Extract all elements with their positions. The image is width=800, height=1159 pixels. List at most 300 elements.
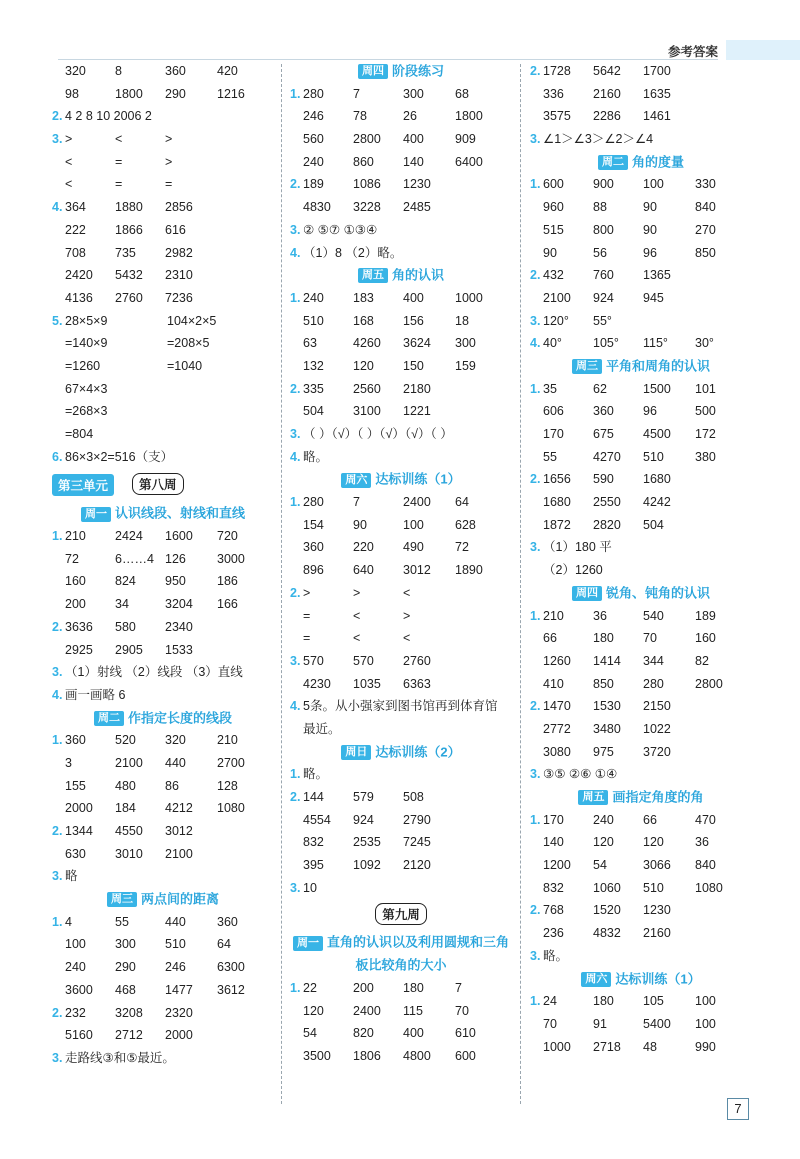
answer-value: 600 [543, 177, 564, 192]
answer-value: 3012 [403, 563, 431, 578]
answer-value: 120 [593, 835, 614, 850]
answer-row [530, 105, 752, 128]
answer-text: =268×3 [65, 404, 108, 419]
answer-value: 184 [115, 801, 136, 816]
answer-value: 1520 [593, 903, 621, 918]
answer-value: 440 [165, 914, 186, 929]
answer-row [530, 332, 752, 355]
answer-value: 210 [543, 608, 564, 623]
answer-value: 2712 [115, 1028, 143, 1043]
answer-row [290, 151, 512, 174]
answer-value: 300 [455, 336, 476, 351]
section-title: 锐角、钝角的认识 [605, 585, 710, 601]
answer-row [290, 355, 512, 378]
answer-value: 6363 [403, 676, 431, 691]
answer-row [530, 423, 752, 446]
answer-value: 220 [353, 540, 374, 555]
answer-row [530, 899, 752, 922]
answer-text: =804 [65, 427, 94, 441]
unit-badge: 第三单元 [52, 474, 114, 496]
answer-value: 1000 [543, 1039, 571, 1054]
answer-value: 708 [65, 245, 86, 260]
answer-value: < [403, 631, 411, 646]
answer-row [530, 809, 752, 832]
answer-value: 180 [593, 631, 614, 646]
answer-value: 3 [65, 755, 72, 770]
question-number: 4. [290, 699, 301, 714]
answer-value: 824 [115, 574, 136, 589]
answer-row [530, 400, 752, 423]
answer-row [530, 1013, 752, 1036]
answer-value: 3066 [643, 858, 671, 873]
answer-value: 40° [543, 336, 562, 351]
answer-text: 略。 [303, 449, 329, 464]
section-header [290, 931, 512, 954]
answer-value: 850 [593, 676, 614, 691]
answer-value: 3080 [543, 744, 571, 759]
answer-value: 2535 [353, 835, 381, 850]
answer-value: 64 [455, 495, 469, 510]
answer-value: 280 [303, 495, 324, 510]
section-title: 阶段练习 [391, 63, 444, 79]
answer-text: 略 [65, 869, 78, 884]
answer-value: 280 [303, 86, 324, 101]
section-title: 角的度量 [631, 154, 684, 170]
question-number: 3. [52, 665, 63, 680]
answer-value: 160 [65, 574, 86, 589]
question-number: 3. [290, 880, 301, 895]
answer-value: 4500 [643, 427, 671, 441]
answer-row [290, 582, 512, 605]
answer-value: 1092 [353, 858, 381, 873]
answer-value: 4230 [303, 676, 331, 691]
answer-value: 2100 [165, 846, 193, 861]
answer-value: 82 [695, 653, 709, 668]
answer-value: > [165, 132, 173, 147]
answer-value: 2856 [165, 200, 193, 215]
section-title: 认识线段、射线和直线 [114, 505, 245, 521]
answer-value: 1656 [543, 472, 571, 487]
question-number: 2. [290, 177, 301, 192]
answer-value: 1890 [455, 563, 483, 578]
answer-value: 100 [403, 517, 424, 532]
answer-row [52, 310, 274, 333]
answer-value: 628 [455, 517, 476, 532]
answer-row [52, 83, 274, 106]
answer-row [52, 729, 274, 752]
answer-value: 70 [455, 1003, 469, 1018]
answer-value: 236 [543, 926, 564, 941]
question-number: 3. [290, 653, 301, 668]
answer-row [290, 831, 512, 854]
answer-value: 1344 [65, 824, 93, 838]
day-badge: 周三 [107, 892, 137, 907]
answer-row [530, 446, 752, 469]
answer-expression: =1260 [65, 358, 101, 373]
answer-row [52, 548, 274, 571]
answer-value: 3228 [353, 200, 381, 215]
question-number: 2. [52, 1005, 63, 1020]
answer-value: 470 [695, 812, 716, 827]
answer-row [530, 605, 752, 628]
answer-value: 3500 [303, 1048, 331, 1063]
day-badge: 周一 [81, 507, 111, 522]
answer-value: 3624 [403, 336, 431, 351]
answer-value: 1035 [353, 676, 381, 691]
answer-value: 1635 [643, 86, 671, 101]
answer-row [290, 1022, 512, 1045]
answer-value: 990 [695, 1039, 716, 1054]
section-title: 平角和周角的认识 [605, 358, 710, 374]
answer-text: 5条。从小强家到图书馆再到体育馆 [303, 699, 498, 714]
answer-row [52, 979, 274, 1002]
answer-value: 2320 [165, 1005, 193, 1020]
answer-row [530, 673, 752, 696]
answer-value: 140 [403, 154, 424, 169]
section-title: 达标训练（2） [375, 743, 461, 759]
answer-value: 240 [593, 812, 614, 827]
answer-value: 7 [455, 980, 462, 995]
answer-value: 115° [643, 336, 668, 351]
answer-value: 7245 [403, 835, 431, 850]
answer-value: 2286 [593, 109, 621, 124]
week-header [290, 899, 512, 931]
answer-value: 504 [303, 404, 324, 419]
answer-value: 960 [543, 200, 564, 215]
question-number: 2. [290, 381, 301, 396]
answer-value: 590 [593, 472, 614, 487]
answer-row [530, 922, 752, 945]
answer-value: < [115, 132, 123, 147]
answer-value: 156 [403, 313, 424, 328]
answer-value: 72 [65, 551, 79, 566]
answer-value: 975 [593, 744, 614, 759]
answer-value: = [303, 631, 311, 646]
question-number: 1. [530, 381, 541, 396]
answer-value: 630 [65, 846, 86, 861]
section-title: 直角的认识以及利用圆规和三角 [326, 934, 509, 950]
answer-value: 500 [695, 404, 716, 419]
answer-value: 90 [643, 200, 657, 215]
question-number: 4. [290, 449, 301, 464]
answer-value: 2340 [165, 619, 193, 634]
answer-value: 2400 [353, 1003, 381, 1018]
answer-row [290, 1000, 512, 1023]
question-number: 1. [52, 733, 63, 748]
answer-value: 320 [165, 733, 186, 748]
answer-value: 1470 [543, 699, 571, 714]
answer-value: 232 [65, 1005, 86, 1020]
answer-value: 1533 [165, 642, 193, 657]
section-header [52, 707, 274, 730]
answer-row [290, 536, 512, 559]
answer-value: 468 [115, 982, 136, 997]
day-badge: 周二 [94, 711, 124, 726]
answer-value: 1800 [455, 109, 483, 124]
answer-row [530, 128, 752, 151]
answer-value: 2700 [217, 755, 245, 770]
answer-value: 26 [403, 109, 417, 124]
answer-value: 290 [165, 86, 186, 101]
answer-value: 98 [65, 86, 79, 101]
answer-value: 88 [593, 200, 607, 215]
answer-row [290, 332, 512, 355]
answer-value: 2180 [403, 381, 431, 396]
section-header [52, 888, 274, 911]
answer-row [530, 695, 752, 718]
answer-value: 560 [303, 132, 324, 147]
answer-row [530, 536, 752, 559]
answer-value: 3100 [353, 404, 381, 419]
answer-value: 100 [695, 1016, 716, 1031]
answer-row [52, 446, 274, 469]
answer-value: 616 [165, 222, 186, 237]
answer-value: 840 [695, 200, 716, 215]
answer-value: 160 [695, 631, 716, 646]
answer-row [290, 173, 512, 196]
answer-row [290, 128, 512, 151]
answer-value: 2150 [643, 699, 671, 714]
answer-value: = [115, 154, 123, 169]
answer-text: ∠1＞∠3＞∠2＞∠4 [543, 132, 654, 147]
answer-expression: 104×2×5 [167, 313, 217, 328]
answer-text: （2）1260 [543, 563, 603, 578]
answer-text: 略。 [303, 767, 329, 782]
answer-value: 101 [695, 381, 716, 396]
answer-text: 4 2 8 10 2006 2 [65, 109, 152, 124]
answer-value: 120 [303, 1003, 324, 1018]
answer-value: 90 [643, 222, 657, 237]
answer-value: = [115, 177, 123, 192]
answer-value: 395 [303, 858, 324, 873]
answer-value: 280 [643, 676, 664, 691]
answer-value: 1800 [115, 86, 143, 101]
answer-row [52, 355, 274, 378]
answer-value: 5432 [115, 268, 143, 283]
answer-value: 2925 [65, 642, 93, 657]
answer-value: 240 [65, 960, 86, 975]
answer-row [290, 219, 512, 242]
answer-value: 86 [165, 778, 179, 793]
answer-row [530, 763, 752, 786]
answer-value: 5160 [65, 1028, 93, 1043]
day-badge: 周一 [293, 936, 323, 951]
answer-value: 3612 [217, 982, 245, 997]
answer-row [290, 400, 512, 423]
answer-value: 400 [403, 290, 424, 305]
answer-column-1 [52, 60, 274, 1070]
answer-value: 290 [115, 960, 136, 975]
answer-text: 画一画略 6 [65, 687, 126, 702]
question-number: 2. [290, 585, 301, 600]
answer-value: 100 [695, 994, 716, 1009]
answer-value: 78 [353, 109, 367, 124]
answer-value: 3000 [217, 551, 245, 566]
answer-value: 4260 [353, 336, 381, 351]
section-header [530, 355, 752, 378]
answer-value: 2905 [115, 642, 143, 657]
answer-value: 2800 [353, 132, 381, 147]
answer-value: 300 [403, 86, 424, 101]
answer-value: 2560 [353, 381, 381, 396]
unit-header [52, 468, 274, 502]
answer-row [52, 105, 274, 128]
answer-value: 896 [303, 563, 324, 578]
answer-value: 360 [593, 404, 614, 419]
answer-row [530, 514, 752, 537]
answer-value: 68 [455, 86, 469, 101]
answer-value: 4800 [403, 1048, 431, 1063]
answer-value: 510 [165, 937, 186, 952]
answer-value: 760 [593, 268, 614, 283]
answer-value: 210 [217, 733, 238, 748]
answer-value: 570 [353, 653, 374, 668]
answer-value: 1477 [165, 982, 193, 997]
answer-value: 6300 [217, 960, 245, 975]
answer-row [530, 60, 752, 83]
answer-text: 略。 [543, 948, 569, 963]
answer-value: 909 [455, 132, 476, 147]
answer-text: 走路线③和⑤最近。 [65, 1050, 175, 1065]
answer-value: 360 [303, 540, 324, 555]
answer-row [530, 1036, 752, 1059]
answer-expression: =1040 [167, 358, 203, 373]
answer-value: 579 [353, 790, 374, 804]
answer-value: 1200 [543, 858, 571, 873]
question-number: 3. [530, 540, 541, 555]
answer-value: 400 [403, 1026, 424, 1041]
answer-value: > [65, 132, 73, 147]
question-number: 1. [290, 290, 301, 305]
answer-value: 126 [165, 551, 186, 566]
answer-value: 120 [353, 358, 374, 373]
answer-value: 2100 [115, 755, 143, 770]
answer-row [52, 820, 274, 843]
answer-row [530, 831, 752, 854]
answer-value: 159 [455, 358, 476, 373]
answer-value: 1080 [695, 880, 723, 895]
answer-row [290, 650, 512, 673]
question-number: 2. [52, 619, 63, 634]
question-number: 2. [530, 64, 541, 78]
answer-value: 189 [695, 608, 716, 623]
answer-row [290, 718, 512, 741]
answer-value: 336 [543, 86, 564, 101]
answer-value: 432 [543, 268, 564, 283]
answer-value: 22 [303, 980, 317, 995]
answer-value: 180 [593, 994, 614, 1009]
answer-value: 1728 [543, 64, 571, 78]
answer-value: 1806 [353, 1048, 381, 1063]
answer-value: 675 [593, 427, 614, 441]
answer-row [290, 877, 512, 900]
answer-value: 120 [643, 835, 664, 850]
answer-value: 540 [643, 608, 664, 623]
answer-row [52, 378, 274, 401]
answer-row [52, 661, 274, 684]
answer-value: 360 [65, 733, 86, 748]
section-header-continued [290, 954, 512, 977]
answer-row [530, 310, 752, 333]
question-number: 1. [530, 994, 541, 1009]
answer-value: 420 [217, 64, 238, 78]
answer-value: 132 [303, 358, 324, 373]
answer-value: 606 [543, 404, 564, 419]
section-header [530, 968, 752, 991]
answer-value: 640 [353, 563, 374, 578]
question-number: 2. [290, 790, 301, 804]
answer-value: 180 [403, 980, 424, 995]
answer-row [530, 718, 752, 741]
question-number: 3. [52, 132, 63, 147]
answer-value: 2310 [165, 268, 193, 283]
answer-value: 1080 [217, 801, 245, 816]
question-number: 1. [290, 980, 301, 995]
answer-value: 510 [643, 880, 664, 895]
answer-value: 3010 [115, 846, 143, 861]
answer-value: 410 [543, 676, 564, 691]
answer-value: 2100 [543, 290, 571, 305]
answer-row [52, 151, 274, 174]
question-number: 2. [530, 903, 541, 918]
section-header [290, 468, 512, 491]
answer-value: 36 [695, 835, 709, 850]
answer-value: 1530 [593, 699, 621, 714]
day-badge: 周六 [341, 473, 371, 488]
answer-value: 210 [65, 529, 86, 544]
question-number: 3. [530, 767, 541, 782]
answer-value: 144 [303, 790, 324, 804]
answer-value: 600 [455, 1048, 476, 1063]
answer-value: = [165, 177, 173, 192]
answer-row [530, 242, 752, 265]
answer-value: 1260 [543, 653, 571, 668]
answer-value: 90 [543, 245, 557, 260]
answer-value: 900 [593, 177, 614, 192]
answer-row [290, 559, 512, 582]
answer-value: 36 [593, 608, 607, 623]
answer-value: 72 [455, 540, 469, 555]
answer-value: 4242 [643, 495, 671, 510]
section-title: 作指定长度的线段 [127, 709, 232, 725]
answer-value: 3720 [643, 744, 671, 759]
section-header [530, 151, 752, 174]
answer-value: 320 [65, 64, 86, 78]
section-header [52, 502, 274, 525]
answer-value: < [65, 177, 73, 192]
answer-value: 335 [303, 381, 324, 396]
column-divider [281, 64, 282, 1104]
answer-row [52, 525, 274, 548]
answer-value: 2120 [403, 858, 431, 873]
answer-value: 3636 [65, 619, 93, 634]
section-title: 板比较角的大小 [355, 957, 447, 973]
answer-value: 7 [353, 495, 360, 510]
section-title: 角的认识 [391, 267, 444, 283]
section-header [530, 582, 752, 605]
answer-value: 34 [115, 597, 129, 612]
answer-row [530, 173, 752, 196]
answer-row [52, 196, 274, 219]
answer-row [530, 741, 752, 764]
day-badge: 周日 [341, 745, 371, 760]
answer-row [530, 877, 752, 900]
answer-value: 300 [115, 937, 136, 952]
answer-value: 832 [303, 835, 324, 850]
answer-value: 186 [217, 574, 238, 589]
answer-value: 55 [543, 449, 557, 464]
question-number: 3. [530, 132, 541, 147]
